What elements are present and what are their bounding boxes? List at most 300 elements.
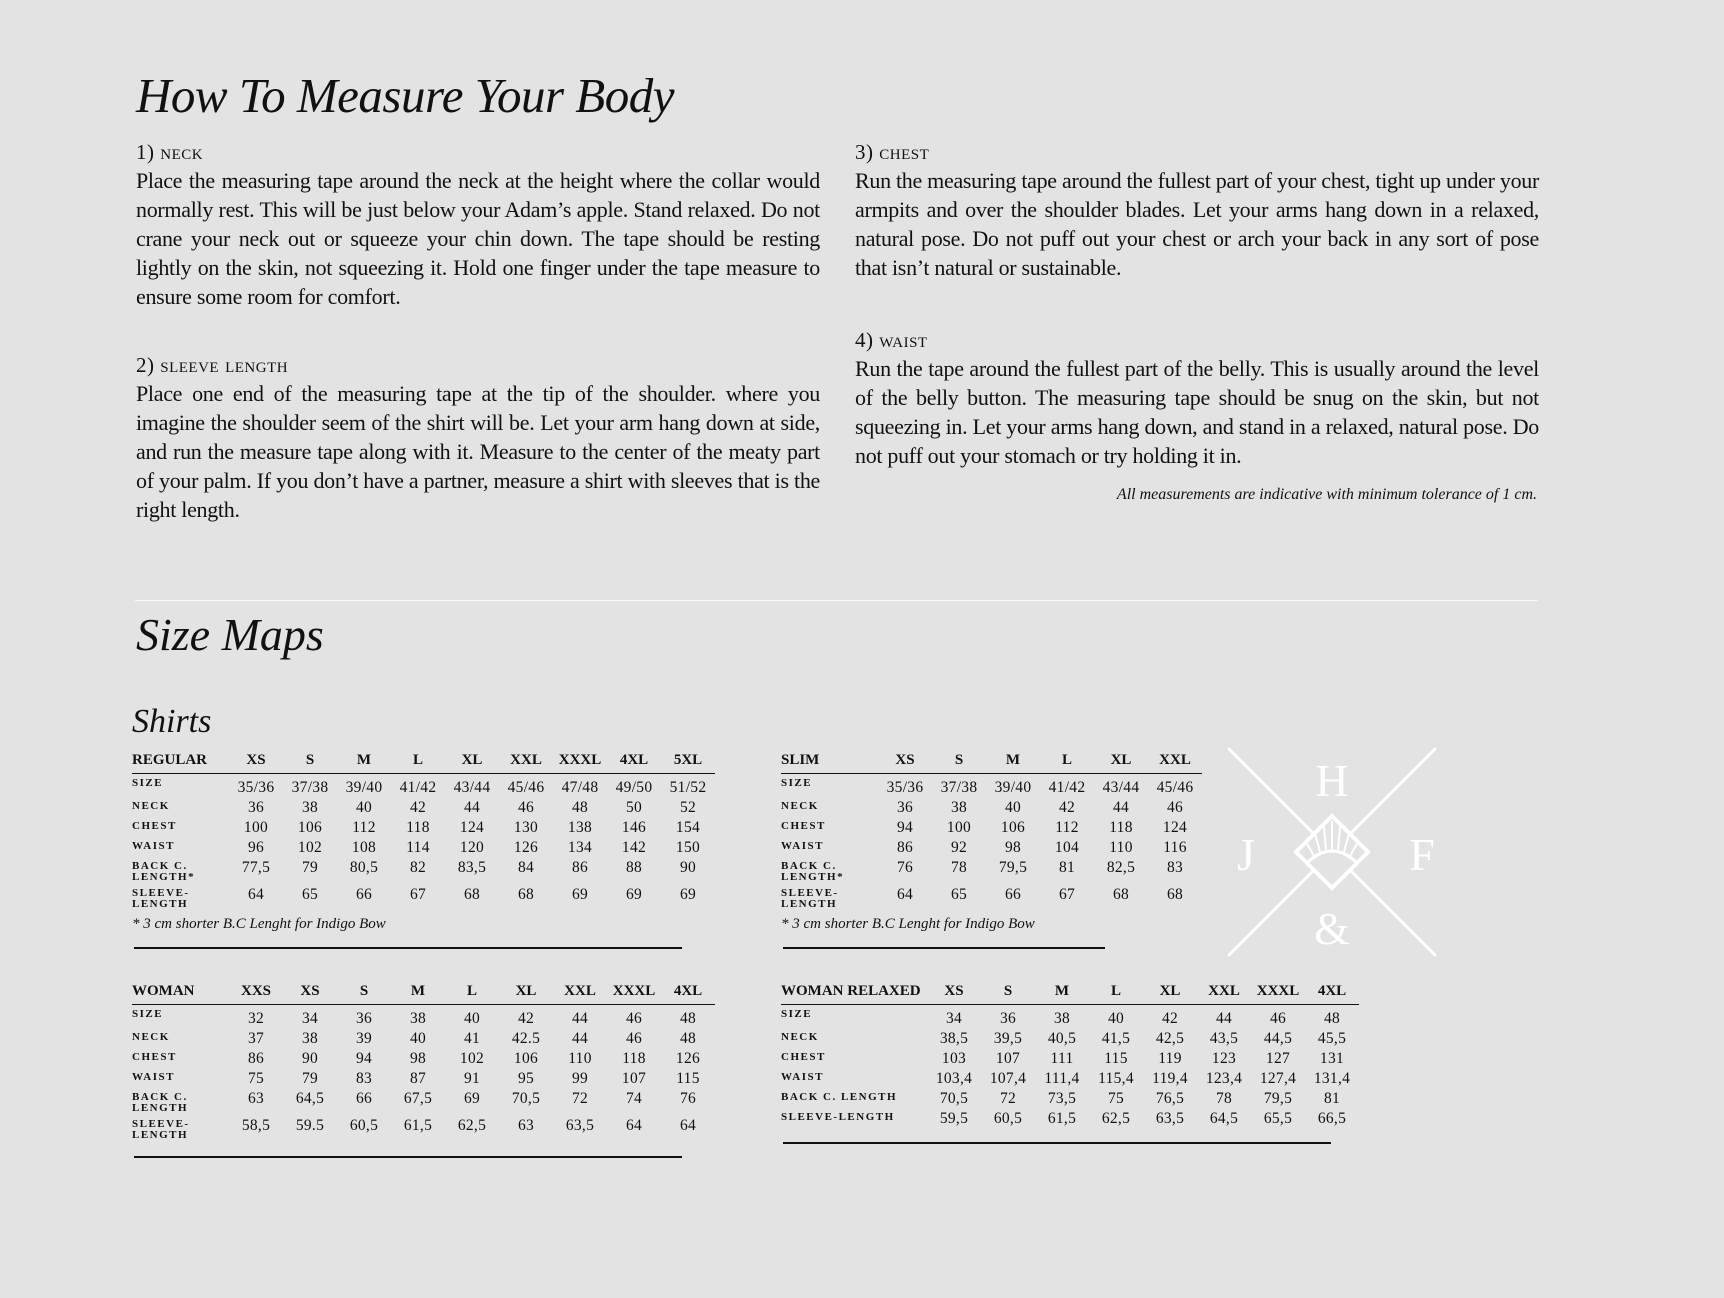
table-cell: 42 [517,1010,535,1027]
table-header-row [781,981,1359,1005]
table-name: WOMAN RELAXED [781,981,927,1005]
table-cell: 69 [679,886,697,903]
table-cell: 76 [679,1090,697,1107]
table-cell: 44 [571,1010,589,1027]
table-cell: 44 [1112,799,1130,816]
table-cell: 67,5 [403,1090,433,1107]
table-cell: 98 [1004,839,1022,856]
table-bottom-rule [783,1142,1331,1144]
table-cell: 112 [1055,819,1079,836]
table-cell: 124 [459,819,485,836]
table-cell: 60,5 [349,1117,379,1134]
table-cell: 38 [409,1010,427,1027]
table-cell: 106 [513,1050,539,1067]
section-divider [135,600,1538,601]
table-cell: 48 [1323,1010,1341,1027]
size-column-header: XS [283,981,337,1005]
size-block-slim [781,750,1202,949]
footnote-slim: * 3 cm shorter B.C Lenght for Indigo Bow [781,916,1035,932]
table-cell: 102 [297,839,323,856]
table-cell: 112 [352,819,376,836]
table-cell: 39,5 [993,1030,1023,1047]
row-label: NECK [132,800,170,812]
table-cell: 86 [571,859,589,876]
row-label: BACK C. LENGTH* [781,860,845,883]
table-cell: 60,5 [993,1110,1023,1127]
table-cell: 111 [1050,1050,1074,1067]
table-cell: 69 [625,886,643,903]
table-cell: 106 [1000,819,1026,836]
size-column-header: XL [1143,981,1197,1005]
table-cell: 90 [301,1050,319,1067]
table-cell: 81 [1058,859,1076,876]
size-column-header: XXL [1197,981,1251,1005]
table-cell: 38 [1053,1010,1071,1027]
size-column-header: M [986,750,1040,774]
table-cell: 99 [571,1070,589,1087]
table-cell: 49/50 [615,779,653,796]
row-label: BACK C. LENGTH* [132,860,196,883]
table-cell: 123,4 [1205,1070,1243,1087]
table-cell: 41 [463,1030,481,1047]
table-cell: 36 [896,799,914,816]
table-cell: 66 [355,1090,373,1107]
table-cell: 75 [1107,1090,1125,1107]
table-cell: 115 [1104,1050,1128,1067]
table-cell: 38 [950,799,968,816]
table-cell: 37 [247,1030,265,1047]
table-cell: 124 [1162,819,1188,836]
table-cell: 66 [1004,886,1022,903]
row-label: NECK [781,800,819,812]
table-cell: 59.5 [295,1117,325,1134]
table-cell: 119 [1158,1050,1182,1067]
table-row [132,1068,715,1088]
table-cell: 48 [679,1030,697,1047]
table-cell: 127 [1265,1050,1291,1067]
size-column-header: XXXL [607,981,661,1005]
table-cell: 111,4 [1044,1070,1080,1087]
table-cell: 61,5 [403,1117,433,1134]
table-cell: 42,5 [1155,1030,1185,1047]
table-row [132,774,715,798]
table-cell: 44 [571,1030,589,1047]
table-cell: 65 [301,886,319,903]
category-title-shirts: Shirts [132,703,212,740]
table-cell: 120 [459,839,485,856]
size-column-header: XXL [1148,750,1202,774]
table-row [781,774,1202,798]
table-cell: 44 [463,799,481,816]
row-label: CHEST [132,1051,177,1063]
table-cell: 115,4 [1098,1070,1134,1087]
table-cell: 134 [567,839,593,856]
table-row [781,1088,1359,1108]
size-column-header: XS [229,750,283,774]
table-cell: 100 [946,819,972,836]
table-cell: 107,4 [989,1070,1027,1087]
instruction-heading [136,351,820,379]
table-row [781,1068,1359,1088]
table-cell: 118 [1109,819,1133,836]
table-cell: 110 [568,1050,592,1067]
instruction-title: neck [160,139,204,164]
instruction-number: 4) [855,328,874,352]
table-cell: 64 [247,886,265,903]
row-label: CHEST [781,820,826,832]
row-label: WAIST [132,1071,175,1083]
table-cell: 64,5 [295,1090,325,1107]
table-cell: 50 [625,799,643,816]
table-cell: 64 [679,1117,697,1134]
size-column-header: XL [499,981,553,1005]
table-cell: 78 [950,859,968,876]
table-cell: 94 [896,819,914,836]
size-column-header: XXL [553,981,607,1005]
table-cell: 82,5 [1106,859,1136,876]
table-cell: 38,5 [939,1030,969,1047]
table-cell: 67 [1058,886,1076,903]
instruction-text: Place one end of the measuring tape at the tip of the shoulder. where you imagine the shoulder seem of the shirt will be. Let your arm hang down at side, and run the measure tape along with it. Measure to the center of the meaty part of your palm. If you don’t have a partner, measure a shirt with sleeves that is the right length. [136,381,820,522]
table-cell: 40 [463,1010,481,1027]
size-column-header: XL [1094,750,1148,774]
table-cell: 114 [406,839,430,856]
table-row [781,1028,1359,1048]
table-cell: 40 [355,799,373,816]
table-cell: 142 [621,839,647,856]
table-row [132,797,715,817]
instruction-neck [136,138,820,311]
table-cell: 108 [351,839,377,856]
table-cell: 86 [247,1050,265,1067]
instruction-number: 2) [136,353,155,377]
instruction-text: Place the measuring tape around the neck at the height where the collar would normally rest. This will be just below your Adam’s apple. Stand relaxed. Do not crane your neck out or squeeze your chin down. The tape should be resting lightly on the skin, not squeezing it. Hold one finger under the tape measure to ensure some room for comfort. [136,168,820,309]
logo-letter-f: F [1409,829,1435,880]
table-cell: 107 [621,1070,647,1087]
table-cell: 88 [625,859,643,876]
size-table-woman [132,981,715,1142]
table-row [781,837,1202,857]
table-cell: 130 [513,819,539,836]
instructions-right-column [855,138,1539,470]
row-label: SIZE [781,777,813,789]
size-column-header: S [283,750,337,774]
table-cell: 103 [941,1050,967,1067]
table-cell: 104 [1054,839,1080,856]
table-cell: 65,5 [1263,1110,1293,1127]
footnote-regular: * 3 cm shorter B.C Lenght for Indigo Bow [132,916,386,932]
table-cell: 79,5 [1263,1090,1293,1107]
table-cell: 38 [301,1030,319,1047]
table-cell: 73,5 [1047,1090,1077,1107]
table-cell: 66 [355,886,373,903]
row-label: NECK [781,1031,819,1043]
table-cell: 62,5 [457,1117,487,1134]
table-cell: 37/38 [291,779,329,796]
row-label: WAIST [781,1071,824,1083]
table-row [132,1048,715,1068]
table-row [132,1005,715,1029]
table-cell: 76,5 [1155,1090,1185,1107]
row-label: SIZE [132,1008,164,1020]
table-cell: 46 [517,799,535,816]
table-cell: 91 [463,1070,481,1087]
table-cell: 35/36 [886,779,924,796]
row-label: SLEEVE-LENGTH [781,1111,895,1123]
table-cell: 45/46 [507,779,545,796]
instruction-sleeve-length [136,351,820,524]
table-cell: 76 [896,859,914,876]
table-row [132,817,715,837]
table-cell: 63 [517,1117,535,1134]
table-cell: 44,5 [1263,1030,1293,1047]
table-cell: 66,5 [1317,1110,1347,1127]
table-cell: 39/40 [994,779,1032,796]
table-cell: 46 [1166,799,1184,816]
size-column-header: M [337,750,391,774]
table-cell: 59,5 [939,1110,969,1127]
table-bottom-rule [134,1156,682,1158]
table-cell: 70,5 [939,1090,969,1107]
table-name: WOMAN [132,981,229,1005]
row-label: SLEEVE-LENGTH [781,887,839,910]
row-label: CHEST [132,820,177,832]
table-row [132,1028,715,1048]
table-cell: 38 [301,799,319,816]
table-cell: 42 [1161,1010,1179,1027]
size-maps-title: Size Maps [136,609,324,660]
table-cell: 79 [301,859,319,876]
size-column-header: XXXL [553,750,607,774]
size-column-header: 4XL [1305,981,1359,1005]
table-row [132,884,715,911]
logo-letter-j: J [1237,829,1255,880]
table-cell: 154 [675,819,701,836]
table-cell: 95 [517,1070,535,1087]
table-cell: 41,5 [1101,1030,1131,1047]
table-cell: 126 [513,839,539,856]
table-row [781,797,1202,817]
instruction-heading [855,326,1539,354]
table-header-row [132,981,715,1005]
size-column-header: L [1089,981,1143,1005]
table-name: SLIM [781,750,878,774]
row-label: BACK C. LENGTH [781,1091,898,1103]
table-cell: 43/44 [1102,779,1140,796]
instruction-chest [855,138,1539,282]
size-column-header: 4XL [607,750,661,774]
table-cell: 131 [1319,1050,1345,1067]
instruction-title: chest [879,139,930,164]
size-table-regular [132,750,715,911]
table-cell: 106 [297,819,323,836]
table-cell: 115 [676,1070,700,1087]
size-column-header: XS [878,750,932,774]
row-label: SLEEVE-LENGTH [132,1118,190,1141]
table-cell: 68 [517,886,535,903]
table-cell: 36 [355,1010,373,1027]
table-cell: 37/38 [940,779,978,796]
instruction-number: 3) [855,140,874,164]
row-label: SIZE [132,777,164,789]
table-cell: 146 [621,819,647,836]
table-cell: 75 [247,1070,265,1087]
size-block-regular [132,750,715,949]
table-cell: 63 [247,1090,265,1107]
instruction-number: 1) [136,140,155,164]
size-column-header: M [391,981,445,1005]
table-cell: 36 [247,799,265,816]
table-bottom-rule [134,947,682,949]
table-cell: 32 [247,1010,265,1027]
table-cell: 70,5 [511,1090,541,1107]
table-cell: 96 [247,839,265,856]
table-cell: 83 [355,1070,373,1087]
table-row [781,857,1202,884]
table-cell: 126 [675,1050,701,1067]
table-cell: 110 [1109,839,1133,856]
table-cell: 86 [896,839,914,856]
table-cell: 42 [1058,799,1076,816]
table-cell: 84 [517,859,535,876]
tolerance-note: All measurements are indicative with minimum tolerance of 1 cm. [1116,486,1537,503]
table-cell: 39 [355,1030,373,1047]
row-label: WAIST [781,840,824,852]
table-cell: 42 [409,799,427,816]
table-cell: 107 [995,1050,1021,1067]
table-row [781,884,1202,911]
table-cell: 34 [301,1010,319,1027]
table-row [781,1048,1359,1068]
size-column-header: L [445,981,499,1005]
size-block-woman [132,981,715,1158]
table-cell: 72 [999,1090,1017,1107]
table-cell: 43/44 [453,779,491,796]
table-cell: 48 [571,799,589,816]
table-cell: 45,5 [1317,1030,1347,1047]
table-cell: 43,5 [1209,1030,1239,1047]
size-block-woman-relaxed [781,981,1359,1144]
size-column-header: XXL [499,750,553,774]
table-cell: 100 [243,819,269,836]
table-cell: 81 [1323,1090,1341,1107]
table-cell: 83 [1166,859,1184,876]
table-cell: 123 [1211,1050,1237,1067]
table-cell: 103,4 [935,1070,973,1087]
size-column-header: L [1040,750,1094,774]
instruction-heading [136,138,820,166]
table-cell: 51/52 [669,779,707,796]
table-cell: 79 [301,1070,319,1087]
table-cell: 40 [409,1030,427,1047]
table-cell: 46 [1269,1010,1287,1027]
logo-letter-h: H [1315,755,1349,806]
instruction-waist [855,326,1539,470]
table-cell: 74 [625,1090,643,1107]
table-row [781,1108,1359,1128]
table-cell: 94 [355,1050,373,1067]
size-table-slim [781,750,1202,911]
size-column-header: M [1035,981,1089,1005]
table-cell: 36 [999,1010,1017,1027]
table-cell: 79,5 [998,859,1028,876]
table-name: REGULAR [132,750,229,774]
table-cell: 62,5 [1101,1110,1131,1127]
table-cell: 118 [406,819,430,836]
table-cell: 34 [945,1010,963,1027]
table-cell: 40 [1004,799,1022,816]
table-cell: 58,5 [241,1117,271,1134]
table-cell: 150 [675,839,701,856]
table-cell: 46 [625,1030,643,1047]
table-cell: 68 [463,886,481,903]
table-cell: 69 [571,886,589,903]
size-column-header: 5XL [661,750,715,774]
instruction-text: Run the measuring tape around the fullest part of your chest, tight up under your armpits and over the shoulder blades. Let your arms hang down in a relaxed, natural pose. Do not puff out your chest or arch your back in any sort of pose that isn’t natural or sustainable. [855,168,1539,280]
table-cell: 82 [409,859,427,876]
table-cell: 92 [950,839,968,856]
table-bottom-rule [783,947,1105,949]
table-cell: 90 [679,859,697,876]
instructions-left-column [136,138,820,524]
table-cell: 64 [896,886,914,903]
row-label: SLEEVE-LENGTH [132,887,190,910]
size-table-woman-relaxed [781,981,1359,1128]
instruction-heading [855,138,1539,166]
row-label: SIZE [781,1008,813,1020]
table-cell: 52 [679,799,697,816]
instruction-title: sleeve length [160,352,289,377]
logo-ampersand: & [1314,903,1350,954]
table-cell: 64,5 [1209,1110,1239,1127]
size-column-header: S [932,750,986,774]
table-cell: 40 [1107,1010,1125,1027]
table-row [781,1005,1359,1029]
table-cell: 46 [625,1010,643,1027]
size-column-header: XS [927,981,981,1005]
table-cell: 102 [459,1050,485,1067]
table-cell: 98 [409,1050,427,1067]
table-header-row [781,750,1202,774]
table-row [132,1088,715,1115]
table-cell: 63,5 [1155,1110,1185,1127]
table-cell: 63,5 [565,1117,595,1134]
table-row [781,817,1202,837]
table-cell: 77,5 [241,859,271,876]
size-column-header: XXS [229,981,283,1005]
table-cell: 127,4 [1259,1070,1297,1087]
table-cell: 67 [409,886,427,903]
table-cell: 118 [622,1050,646,1067]
table-cell: 119,4 [1152,1070,1188,1087]
row-label: NECK [132,1031,170,1043]
table-cell: 80,5 [349,859,379,876]
table-cell: 68 [1166,886,1184,903]
table-cell: 48 [679,1010,697,1027]
table-cell: 83,5 [457,859,487,876]
size-column-header: 4XL [661,981,715,1005]
table-cell: 41/42 [399,779,437,796]
size-column-header: XXXL [1251,981,1305,1005]
table-cell: 61,5 [1047,1110,1077,1127]
table-cell: 116 [1163,839,1187,856]
row-label: WAIST [132,840,175,852]
table-cell: 131,4 [1313,1070,1351,1087]
instruction-title: waist [879,327,928,352]
size-column-header: S [981,981,1035,1005]
table-cell: 69 [463,1090,481,1107]
table-cell: 42.5 [511,1030,541,1047]
